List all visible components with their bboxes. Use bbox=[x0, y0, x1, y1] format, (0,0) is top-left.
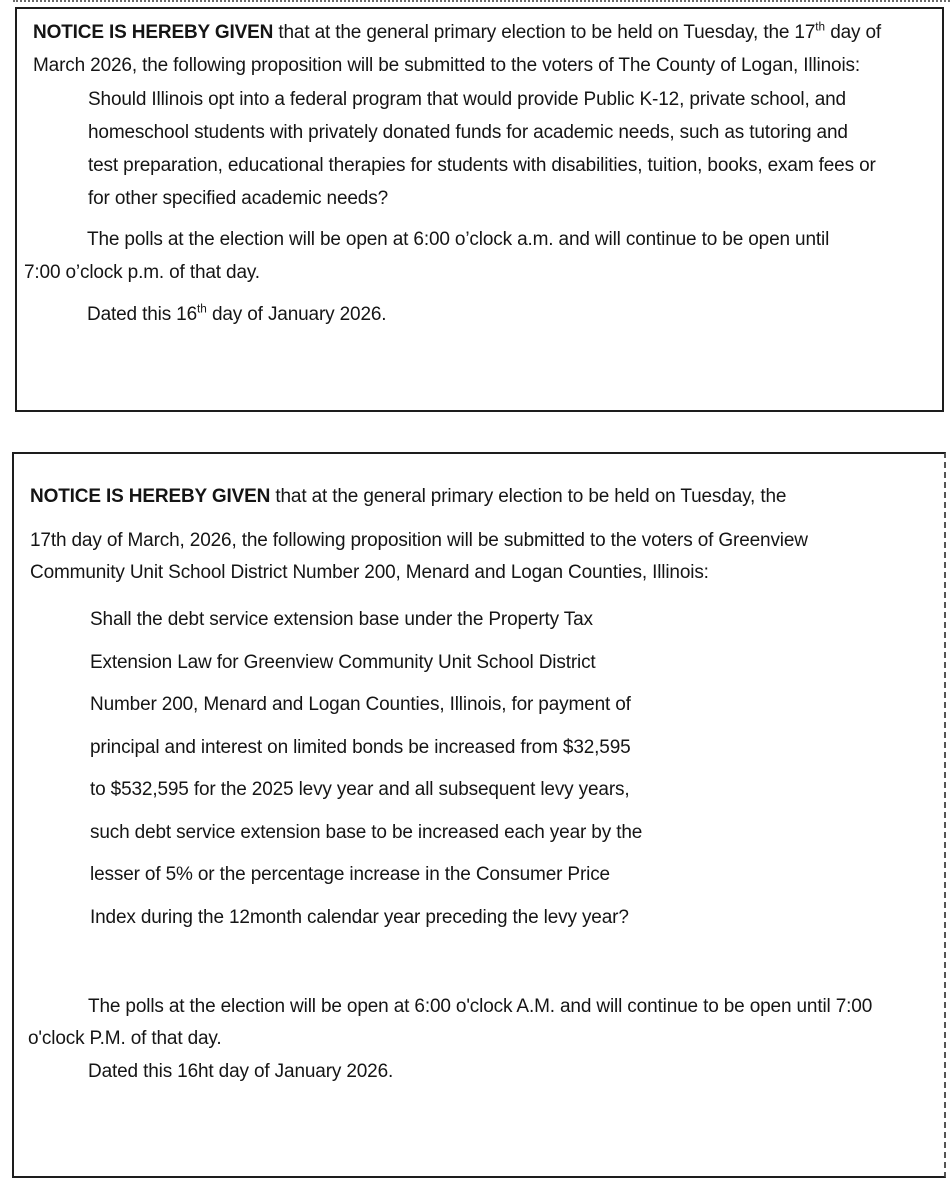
county-proposition-paragraph: Should Illinois opt into a federal program that would provide Public K-12, private school, and homeschool students with privately donated funds for academic needs, such as tutoring and test preparation, educational therapies for students with disabilities, tuition, books, exam fees or for other specified academic needs? bbox=[88, 89, 876, 209]
county-dated-ordinal-sup: th bbox=[197, 302, 207, 316]
county-notice-box bbox=[15, 7, 944, 412]
district-notice-box bbox=[12, 452, 946, 1178]
county-intro-text-post-sup: day of March 2026, the following proposition will be submitted to the voters of The County of Logan, Illinois: bbox=[33, 22, 882, 76]
proposition-line: to $532,595 for the 2025 levy year and all subsequent levy years, bbox=[90, 779, 630, 800]
county-dated-paragraph bbox=[31, 298, 901, 331]
top-dotted-divider bbox=[13, 0, 950, 2]
district-dated-paragraph: Dated this 16ht day of January 2026. bbox=[88, 1061, 394, 1082]
county-intro-text-pre-sup: that at the general primary election to be held on Tuesday, the 17 bbox=[273, 22, 816, 43]
district-polls-paragraph: The polls at the election will be open at 6:00 o'clock A.M. and will continue to be open until 7:00 o'clock P.M. of that day. bbox=[28, 996, 873, 1049]
proposition-line: Extension Law for Greenview Community Unit School District bbox=[90, 651, 596, 673]
county-intro-ordinal-sup: th bbox=[815, 20, 826, 34]
district-intro-line1 bbox=[30, 481, 928, 513]
district-intro-line1-rest: that at the general primary election to be held on Tuesday, the bbox=[270, 486, 787, 507]
district-proposition-block bbox=[90, 599, 928, 939]
proposition-line: Shall the debt service extension base under the Property Tax bbox=[90, 609, 593, 630]
county-dated-text-post-sup: day of January 2026. bbox=[206, 304, 387, 325]
proposition-line: lesser of 5% or the percentage increase in the Consumer Price bbox=[90, 864, 610, 885]
proposition-line: such debt service extension base to be increased each year by the bbox=[90, 821, 643, 843]
proposition-line: principal and interest on limited bonds be increased from $32,595 bbox=[90, 736, 631, 758]
county-polls-paragraph: The polls at the election will be open at 6:00 o’clock a.m. and will continue to be open until 7:00 o’clock p.m. of that day. bbox=[24, 229, 830, 283]
district-intro-continuation: 17th day of March, 2026, the following proposition will be submitted to the voters of Greenview Community Unit School District Number 200, Menard and Logan Counties, Illinois: bbox=[30, 530, 808, 583]
county-intro-paragraph bbox=[33, 16, 901, 82]
district-notice-given-bold: NOTICE IS HEREBY GIVEN bbox=[30, 486, 271, 507]
county-notice-given-bold: NOTICE IS HEREBY GIVEN bbox=[33, 22, 274, 43]
proposition-line: Index during the 12month calendar year preceding the levy year? bbox=[90, 906, 629, 928]
proposition-line: Number 200, Menard and Logan Counties, Illinois, for payment of bbox=[90, 694, 631, 715]
county-dated-text-pre-sup: Dated this 16 bbox=[87, 304, 198, 325]
